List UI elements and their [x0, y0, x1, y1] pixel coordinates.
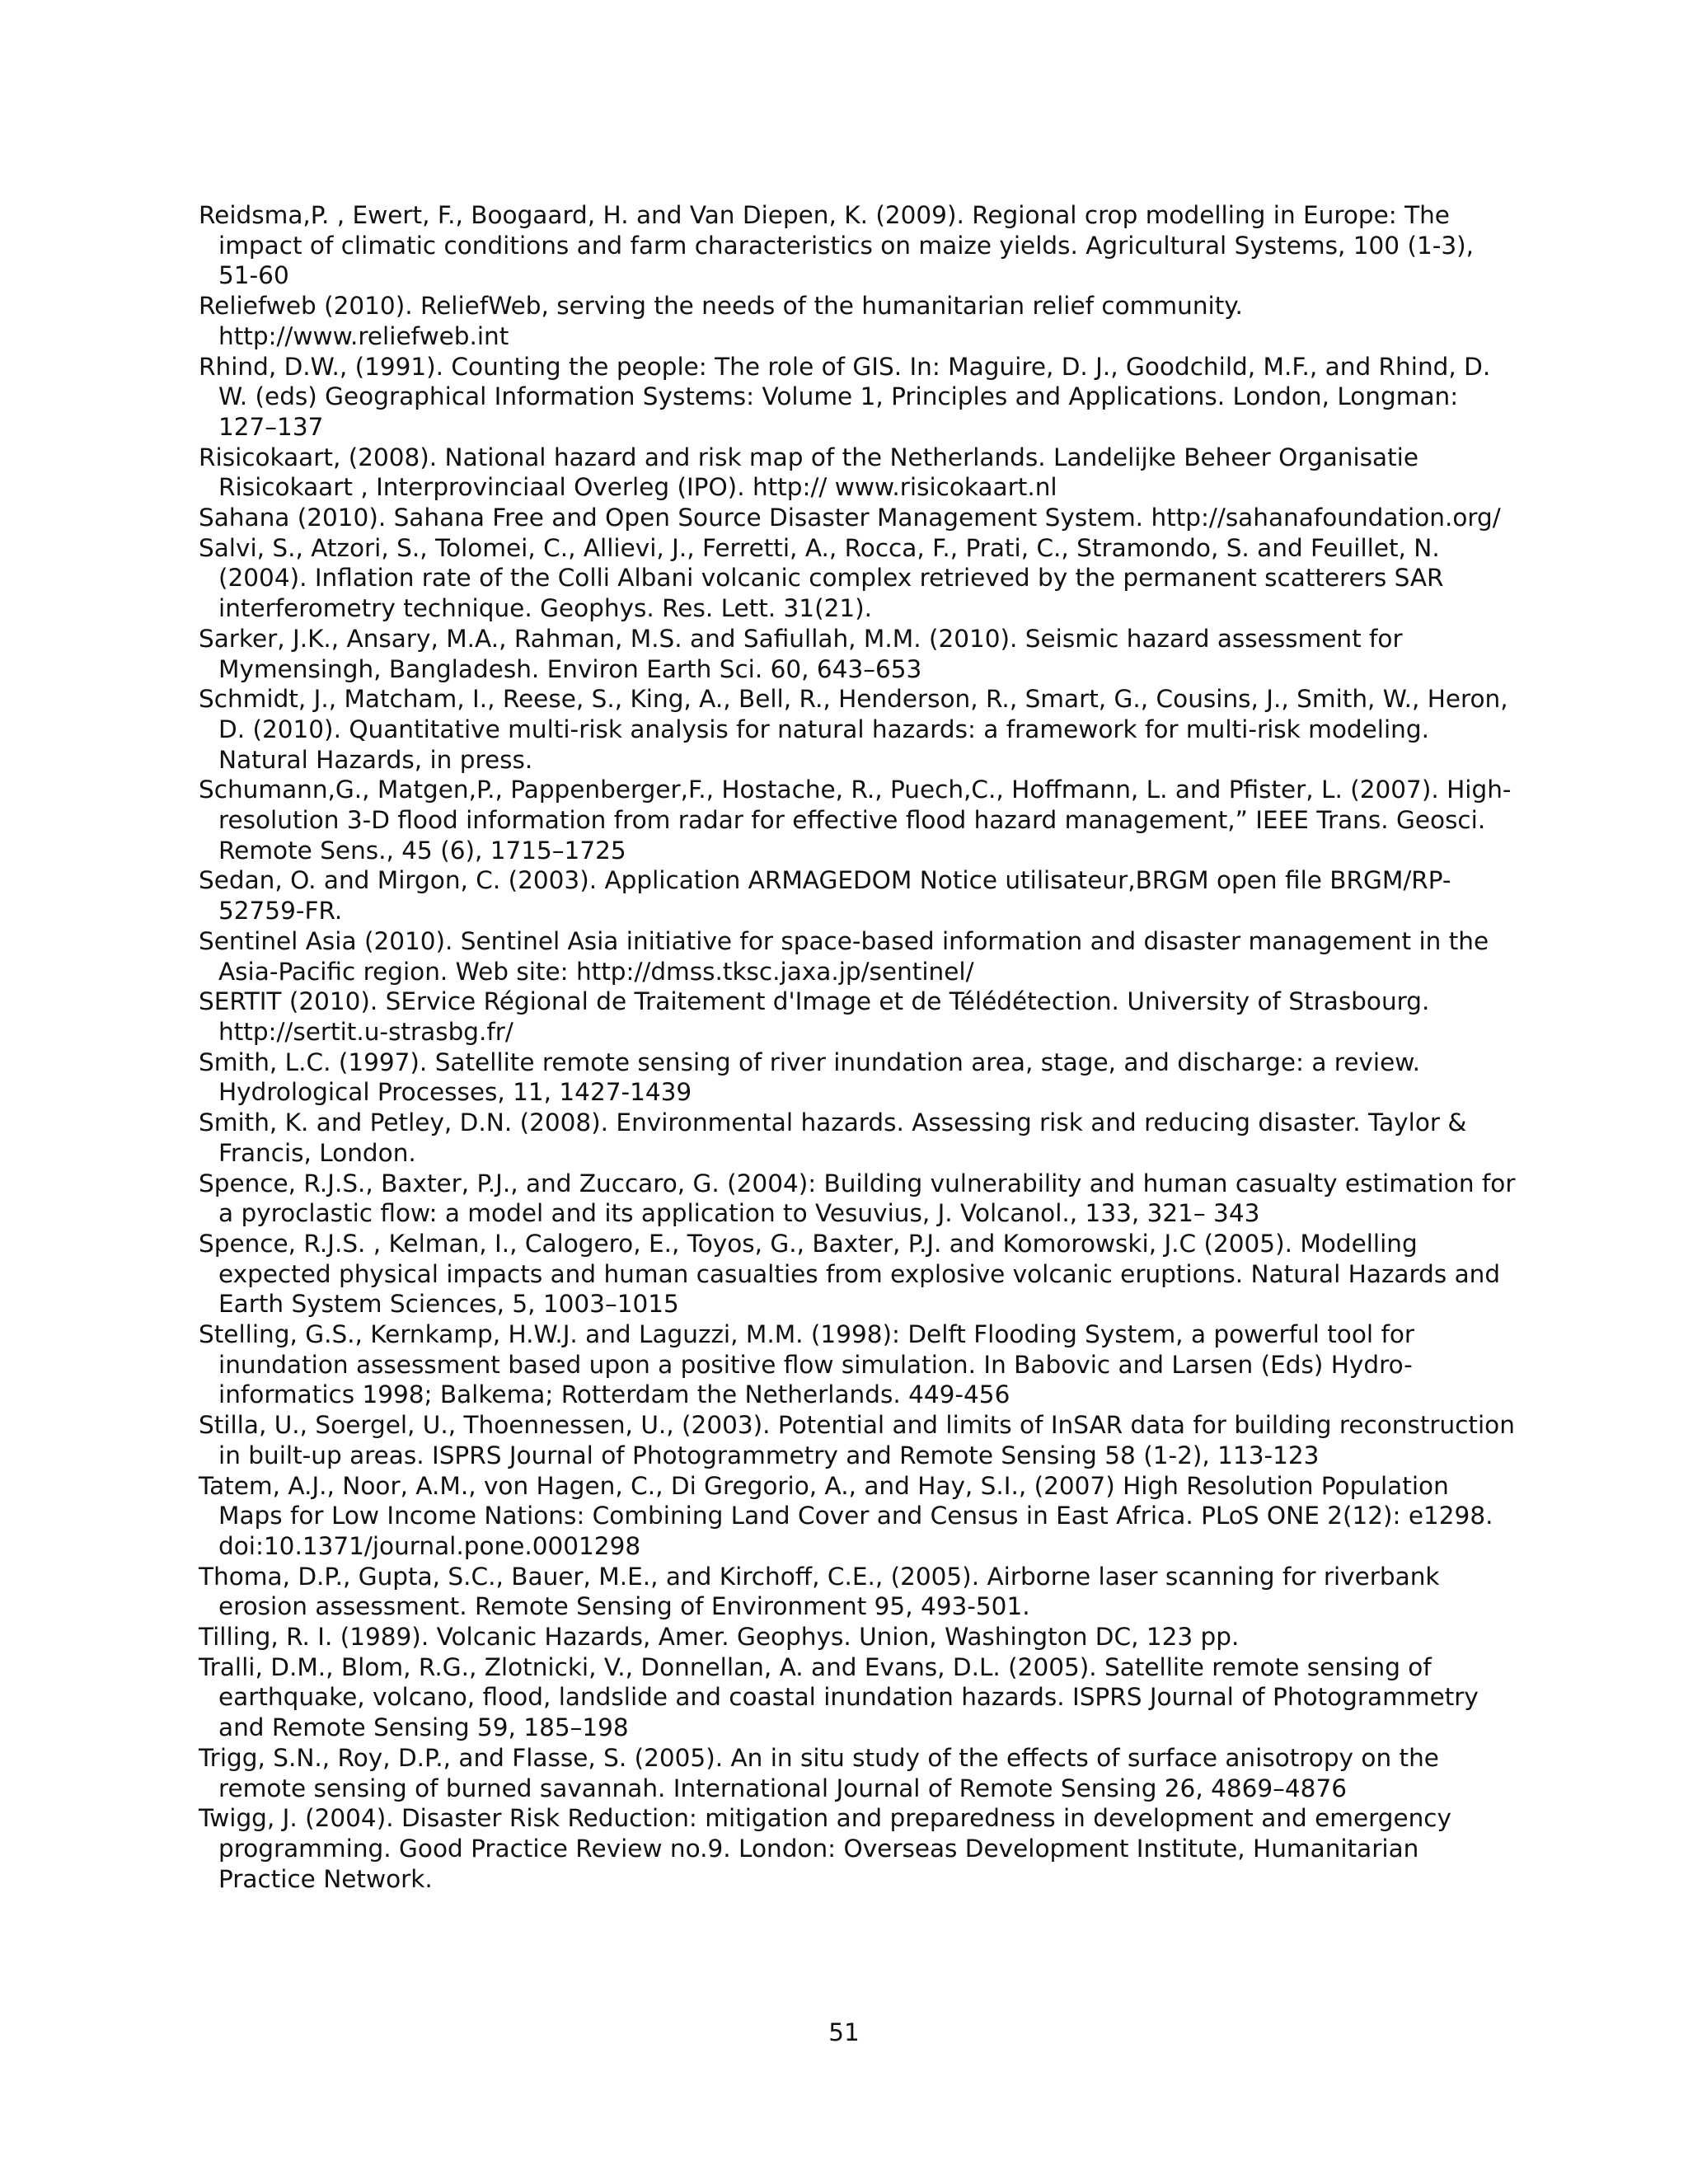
reference-entry: Salvi, S., Atzori, S., Tolomei, C., Allievi, J., Ferretti, A., Rocca, F., Prati, C., Stramondo, S. and Feuillet, N. (2004). Inflation rate of the Colli Albani volcanic complex retrieved by the permanent scatterers SAR interferometry technique. Geophys. Res. Lett. 31(21). — [199, 533, 1444, 623]
reference-entry: Tatem, A.J., Noor, A.M., von Hagen, C., Di Gregorio, A., and Hay, S.I., (2007) High Resolution Population Maps for Low Income Nations: Combining Land Cover and Census in East Africa. PLoS ONE 2(12): e1298. doi:10.1371/journal.pone.0001298 — [199, 1471, 1493, 1560]
page-number: 51 — [828, 2018, 860, 2046]
reference-entry: Sentinel Asia (2010). Sentinel Asia initiative for space-based information and disaster management in the Asia-Pacific region. Web site: http://dmss.tksc.jaxa.jp/sentinel/ — [199, 926, 1489, 986]
reference-entry: Sarker, J.K., Ansary, M.A., Rahman, M.S. and Safiullah, M.M. (2010). Seismic hazard assessment for Mymensingh, Bangladesh. Environ Earth Sci. 60, 643–653 — [199, 624, 1403, 683]
reference-entry: Reidsma,P. , Ewert, F., Boogaard, H. and Van Diepen, K. (2009). Regional crop modelling in Europe: The impact of climatic conditions and farm characteristics on maize yields. Agricultural Systems, 100 (1-3), 51-60 — [199, 201, 1475, 290]
reference-entry: Stelling, G.S., Kernkamp, H.W.J. and Laguzzi, M.M. (1998): Delft Flooding System, a powerful tool for inundation assessment based upon a positive flow simulation. In Babovic and Larsen (Eds) Hydro-informatics 1998; Balkema; Rotterdam the Netherlands. 449-456 — [199, 1320, 1415, 1409]
reference-entry: Twigg, J. (2004). Disaster Risk Reduction: mitigation and preparedness in development and emergency programming. Good Practice Review no.9. London: Overseas Development Institute, Humanitarian Practice Network. — [199, 1804, 1451, 1893]
reference-entry: SERTIT (2010). SErvice Régional de Traitement d'Image et de Télédétection. University of Strasbourg. http://sertit.u-strasbg.fr/ — [199, 987, 1430, 1046]
reference-entry: Stilla, U., Soergel, U., Thoennessen, U., (2003). Potential and limits of InSAR data for building reconstruction in built-up areas. ISPRS Journal of Photogrammetry and Remote Sensing 58 (1-2), 113-123 — [199, 1411, 1515, 1469]
reference-entry: Spence, R.J.S. , Kelman, I., Calogero, E., Toyos, G., Baxter, P.J. and Komorowski, J.C (2005). Modelling expected physical impacts and human casualties from explosive volcanic eruptions. Natural Hazards and Earth System Sciences, 5, 1003–1015 — [199, 1229, 1501, 1319]
reference-entry: Sedan, O. and Mirgon, C. (2003). Application ARMAGEDOM Notice utilisateur,BRGM open file BRGM/RP-52759-FR. — [199, 866, 1451, 926]
reference-entry: Tilling, R. I. (1989). Volcanic Hazards, Amer. Geophys. Union, Washington DC, 123 pp. — [199, 1623, 1240, 1652]
reference-entry: Trigg, S.N., Roy, D.P., and Flasse, S. (2005). An in situ study of the effects of surface anisotropy on the remote sensing of burned savannah. International Journal of Remote Sensing 26, 4869–4876 — [199, 1743, 1439, 1802]
reference-entry: Sahana (2010). Sahana Free and Open Source Disaster Management System. http://sahanafoundation.org/ — [199, 504, 1501, 532]
reference-entry: Schmidt, J., Matcham, I., Reese, S., King, A., Bell, R., Henderson, R., Smart, G., Cousins, J., Smith, W., Heron, D. (2010). Quantitative multi-risk analysis for natural hazards: a framework for multi-risk modeling. Natural Hazards, in press. — [199, 685, 1508, 774]
reference-entry: Smith, L.C. (1997). Satellite remote sensing of river inundation area, stage, and discharge: a review. Hydrological Processes, 11, 1427-1439 — [199, 1047, 1421, 1107]
reference-entry: Schumann,G., Matgen,P., Pappenberger,F., Hostache, R., Puech,C., Hoffmann, L. and Pfister, L. (2007). High-resolution 3-D flood information from radar for effective flood hazard management,” IEEE Trans. Geosci. Remote Sens., 45 (6), 1715–1725 — [199, 776, 1512, 865]
reference-entry: Spence, R.J.S., Baxter, P.J., and Zuccaro, G. (2004): Building vulnerability and human casualty estimation for a pyroclastic flow: a model and its application to Vesuvius, J. Volcanol., 133, 321– 343 — [199, 1169, 1516, 1228]
reference-entry: Reliefweb (2010). ReliefWeb, serving the needs of the humanitarian relief community. http://www.reliefweb.int — [199, 292, 1243, 350]
reference-entry: Smith, K. and Petley, D.N. (2008). Environmental hazards. Assessing risk and reducing disaster. Taylor & Francis, London. — [199, 1108, 1467, 1167]
reference-list — [199, 200, 1517, 1894]
reference-entry: Risicokaart, (2008). National hazard and risk map of the Netherlands. Landelijke Beheer Organisatie Risicokaart , Interprovinciaal Overleg (IPO). http:// www.risicokaart.nl — [199, 443, 1419, 502]
reference-entry: Thoma, D.P., Gupta, S.C., Bauer, M.E., and Kirchoff, C.E., (2005). Airborne laser scanning for riverbank erosion assessment. Remote Sensing of Environment 95, 493-501. — [199, 1562, 1440, 1621]
reference-entry: Tralli, D.M., Blom, R.G., Zlotnicki, V., Donnellan, A. and Evans, D.L. (2005). Satellite remote sensing of earthquake, volcano, flood, landslide and coastal inundation hazards. ISPRS Journal of Photogrammetry and Remote Sensing 59, 185–198 — [199, 1652, 1479, 1742]
reference-entry: Rhind, D.W., (1991). Counting the people: The role of GIS. In: Maguire, D. J., Goodchild, M.F., and Rhind, D. W. (eds) Geographical Information Systems: Volume 1, Principles and Applications. London, Longman: 127–137 — [199, 352, 1491, 441]
